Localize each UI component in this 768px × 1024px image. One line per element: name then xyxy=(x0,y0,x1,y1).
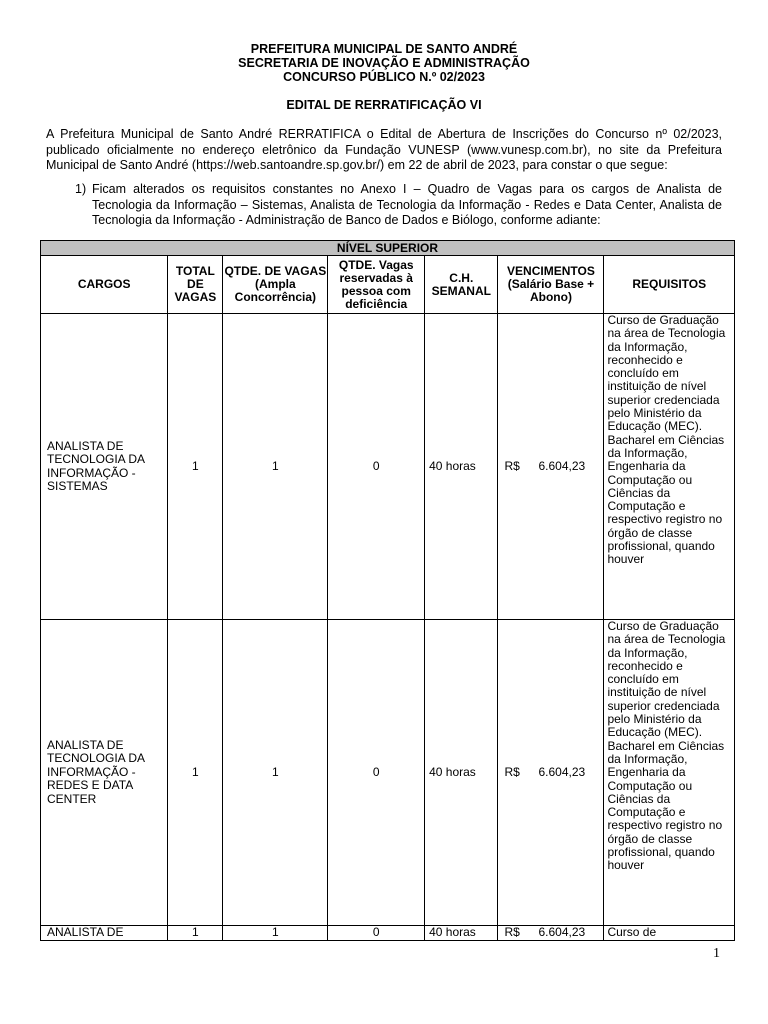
cell-requisitos: Curso de Graduação na área de Tecnologia da Informação, reconhecido e concluído em instituição de nível superior credenciada pelo Ministério da Educação (MEC). Bacharel em Ciências da Informação, Engenharia da Computação ou Ciências da Computação e respectivo registro no órgão de classe profissional, quando houver xyxy=(604,314,735,620)
cell-ampla: 1 xyxy=(223,620,328,926)
currency-symbol: R$ xyxy=(504,925,520,939)
cell-total: 1 xyxy=(168,926,223,941)
col-header-total: TOTAL DE VAGAS xyxy=(168,256,223,314)
header-line-3: CONCURSO PÚBLICO N.º 02/2023 xyxy=(283,70,485,84)
salary-amount: 6.604,23 xyxy=(538,458,586,473)
salary-amount: 6.604,23 xyxy=(538,925,586,939)
header-line-1: PREFEITURA MUNICIPAL DE SANTO ANDRÉ xyxy=(250,42,518,56)
col-header-ampla: QTDE. DE VAGAS (Ampla Concorrência) xyxy=(223,256,328,314)
col-header-pcd: QTDE. Vagas reservadas à pessoa com deficiência xyxy=(328,256,425,314)
cell-pcd: 0 xyxy=(328,620,425,926)
list-item-text: Ficam alterados os requisitos constantes no Anexo I – Quadro de Vagas para os cargos de Analista de Tecnologia da Informação – Sistemas, Analista de Tecnologia da Informação - Redes e Data Center, Analista de Tecnologia da Informação - Administração de Banco de Dados e Biólogo, conforme adiante: xyxy=(92,182,722,227)
table-row xyxy=(41,620,735,926)
cell-ampla: 1 xyxy=(223,926,328,941)
cell-vencimentos xyxy=(498,314,604,620)
cell-ch: 40 horas xyxy=(425,620,498,926)
cell-total: 1 xyxy=(168,620,223,926)
col-header-vencimentos: VENCIMENTOS (Salário Base + Abono) xyxy=(498,256,604,314)
cell-ch: 40 horas xyxy=(425,926,498,941)
col-header-cargos: CARGOS xyxy=(41,256,168,314)
level-header: NÍVEL SUPERIOR xyxy=(41,241,735,256)
cell-pcd: 0 xyxy=(328,314,425,620)
cell-vencimentos xyxy=(498,926,604,941)
cell-requisitos: Curso de xyxy=(604,926,735,941)
table-row xyxy=(41,314,735,620)
salary-amount: 6.604,23 xyxy=(538,764,586,779)
cell-ch: 40 horas xyxy=(425,314,498,620)
document-title: EDITAL DE RERRATIFICAÇÃO VI xyxy=(286,98,482,112)
currency-symbol: R$ xyxy=(504,764,520,779)
intro-paragraph: A Prefeitura Municipal de Santo André RERRATIFICA o Edital de Abertura de Inscrições do Concurso nº 02/2023, publicado oficialmente no endereço eletrônico da Fundação VUNESP (www.vunesp.com.br), no site da Prefeitura Municipal de Santo André (https://web.santoandre.sp.gov.br/) em 22 de abril de 2023, para constar o que segue: xyxy=(46,127,722,172)
cell-cargo: ANALISTA DE TECNOLOGIA DA INFORMAÇÃO - SISTEMAS xyxy=(41,314,168,620)
page-number: 1 xyxy=(713,946,720,961)
table-row xyxy=(41,926,735,941)
list-item-1 xyxy=(75,182,722,229)
cell-requisitos: Curso de Graduação na área de Tecnologia da Informação, reconhecido e concluído em instituição de nível superior credenciada pelo Ministério da Educação (MEC). Bacharel em Ciências da Informação, Engenharia da Computação ou Ciências da Computação e respectivo registro no órgão de classe profissional, quando houver xyxy=(604,620,735,926)
cell-total: 1 xyxy=(168,314,223,620)
col-header-ch: C.H. SEMANAL xyxy=(425,256,498,314)
cell-cargo: ANALISTA DE xyxy=(41,926,168,941)
cell-pcd: 0 xyxy=(328,926,425,941)
col-header-requisitos: REQUISITOS xyxy=(604,256,735,314)
cell-ampla: 1 xyxy=(223,314,328,620)
cell-vencimentos xyxy=(498,620,604,926)
currency-symbol: R$ xyxy=(504,458,520,473)
header-line-2: SECRETARIA DE INOVAÇÃO E ADMINISTRAÇÃO xyxy=(238,56,530,70)
cell-cargo: ANALISTA DE TECNOLOGIA DA INFORMAÇÃO - REDES E DATA CENTER xyxy=(41,620,168,926)
vacancies-table xyxy=(40,240,735,941)
list-item-number: 1) xyxy=(75,182,87,196)
